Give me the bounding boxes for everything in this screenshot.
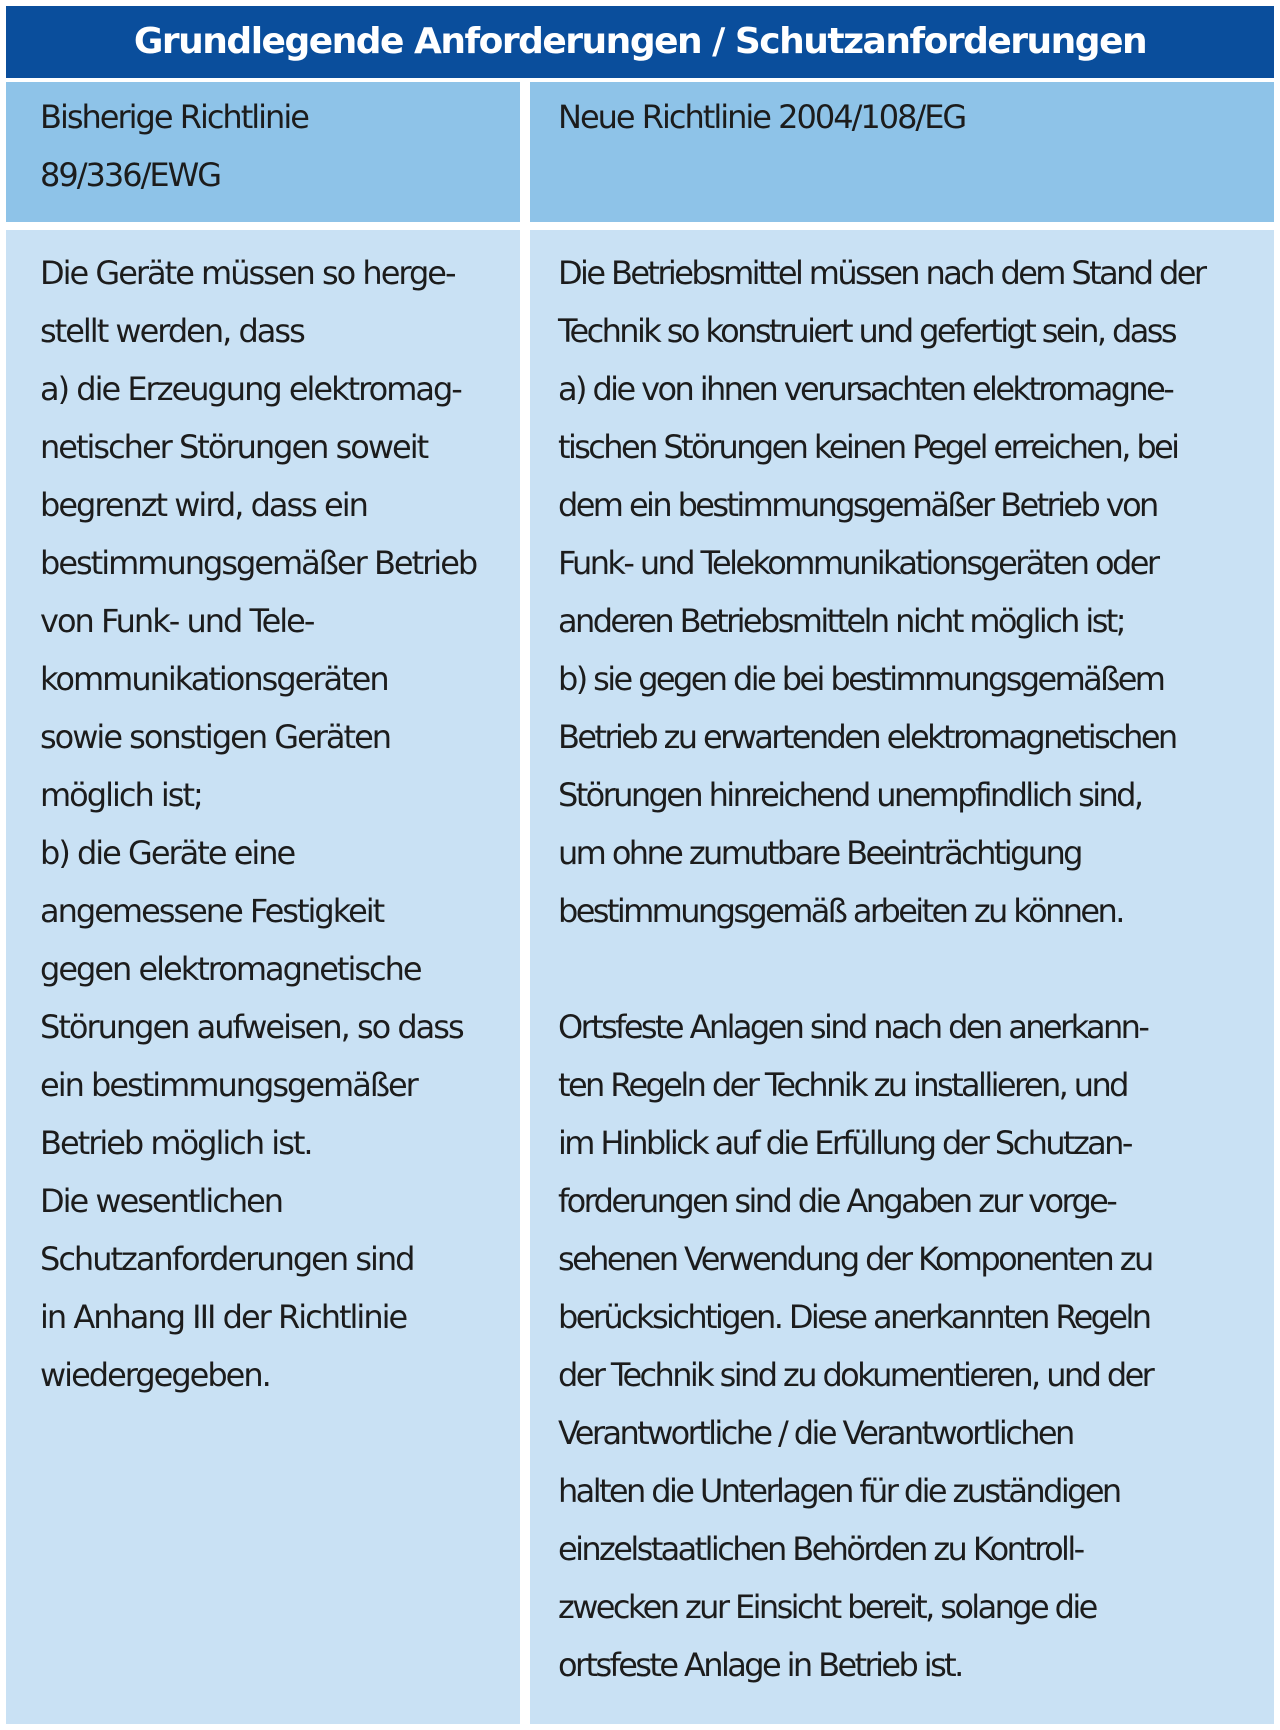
old-directive-text: Die Geräte müssen so herge- stellt werden, dass a) die Erzeugung elektromag- netischer Störungen soweit begrenzt wird, dass ein bestimmungsgemäßer Betrieb von Funk- und Tele- kommunikationsgeräten sowie sonstigen Geräten möglich ist; b) die Geräte eine angemessene Festigkeit gegen elektromagnetische Störungen aufweisen, so dass ein bestimmungsgemäßer Betrieb möglich ist. Die wesentlichen Schutzanforderungen sind in Anhang III der Richtlinie wiedergegeben.: [40, 254, 477, 1394]
column-header-new-directive: [530, 82, 1274, 222]
new-directive-text: Die Betriebsmittel müssen nach dem Stand der Technik so konstruiert und gefertigt sein, dass a) die von ihnen verursachten elektromagne- tischen Störungen keinen Pegel erreichen, bei dem ein bestimmungsgemäßer Betrieb von Funk- und Telekommunikationsgeräten oder anderen Betriebsmitteln nicht möglich ist; b) sie gegen die bei bestimmungsgemäßem Betrieb zu erwartenden elektromagnetischen Störungen hinreichend unempfindlich sind, um ohne zumutbare Beeinträchtigung bestimmungsgemäß arbeiten zu können. Ortsfeste Anlagen sind nach den anerkann- ten Regeln der Technik zu installieren, und im Hinblick auf die Erfüllung der Schutzan- forderungen sind die Angaben zur vorge- sehenen Verwendung der Komponenten zu berücksichtigen. Diese anerkannten Regeln der Technik sind zu dokumentieren, und der Verantwortliche / die Verantwortlichen halten die Unterlagen für die zuständigen einzelstaatlichen Behörden zu Kontroll- zwecken zur Einsicht bereit, solange die ortsfeste Anlage in Betrieb ist.: [558, 254, 1205, 1684]
cell-new-directive-requirements: [530, 230, 1274, 1724]
column-header-old-directive: [6, 82, 520, 222]
cell-old-directive-requirements: [6, 230, 520, 1724]
column-header-old-directive-label: Bisherige Richtlinie 89/336/EWG: [40, 98, 308, 194]
table-title: Grundlegende Anforderungen / Schutzanforderungen: [6, 6, 1274, 78]
column-header-new-directive-label: Neue Richtlinie 2004/108/EG: [558, 98, 966, 136]
